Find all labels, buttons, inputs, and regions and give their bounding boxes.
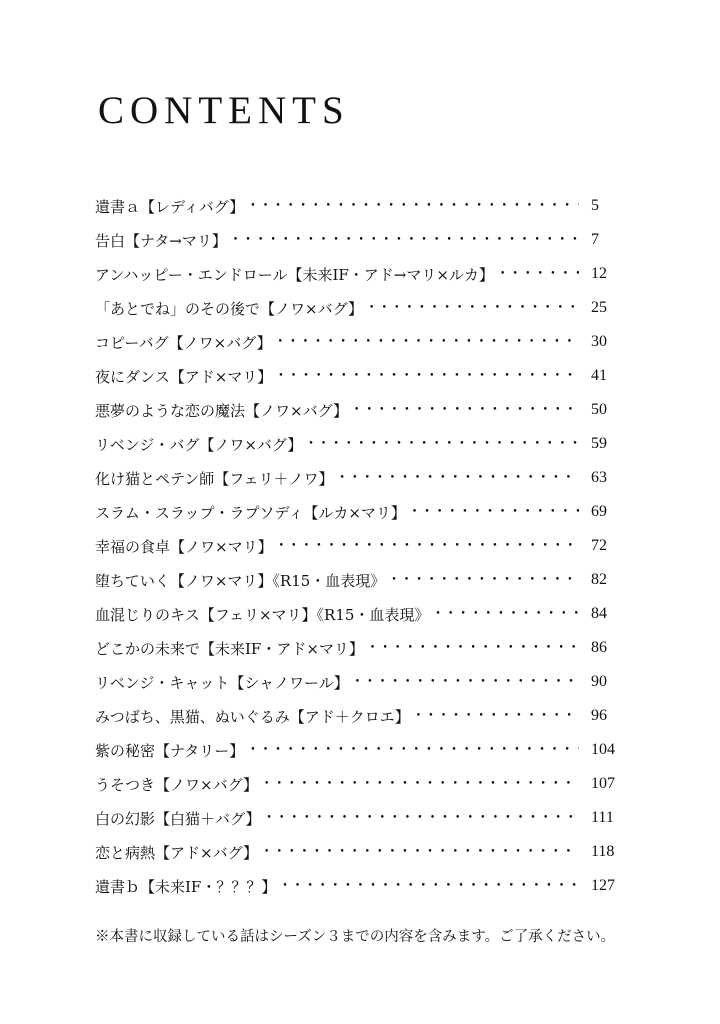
toc-entry-title: スラム・スラップ・ラプソディ【ルカ×マリ】 bbox=[95, 503, 406, 522]
toc-page-number: 90 bbox=[591, 673, 607, 690]
toc-page-number: 63 bbox=[591, 469, 607, 486]
toc-leader-dots bbox=[233, 230, 579, 250]
toc-leader-dots bbox=[435, 604, 579, 624]
toc-leader-dots bbox=[278, 332, 579, 352]
toc-leader-dots bbox=[416, 706, 579, 726]
table-of-contents bbox=[95, 189, 625, 903]
toc-entry-title: 化け猫とペテン師【フェリ＋ノワ】 bbox=[95, 469, 334, 488]
toc-leader-dots bbox=[279, 536, 579, 556]
toc-entry-title: アンハッピー・エンドロール【未来IF・アド→マリ×ルカ】 bbox=[95, 265, 494, 284]
toc-page-number: 69 bbox=[591, 503, 607, 520]
toc-leader-dots bbox=[308, 434, 579, 454]
toc-page-number: 86 bbox=[591, 639, 607, 656]
toc-entry bbox=[95, 189, 625, 223]
toc-entry-title: うそつき【ノワ×バグ】 bbox=[95, 775, 259, 794]
toc-leader-dots bbox=[355, 672, 579, 692]
toc-page-number: 5 bbox=[591, 197, 599, 214]
toc-entry bbox=[95, 393, 625, 427]
toc-leader-dots bbox=[266, 808, 579, 828]
toc-leader-dots bbox=[278, 366, 579, 386]
toc-leader-dots bbox=[391, 570, 579, 590]
toc-entry bbox=[95, 869, 625, 903]
toc-page-number: 84 bbox=[591, 605, 607, 622]
toc-page-number: 41 bbox=[591, 367, 607, 384]
toc-entry bbox=[95, 563, 625, 597]
toc-entry-title: 白の幻影【白猫＋バグ】 bbox=[95, 809, 261, 828]
toc-leader-dots bbox=[250, 196, 579, 216]
toc-entry bbox=[95, 835, 625, 869]
toc-leader-dots bbox=[412, 502, 579, 522]
toc-page-number: 59 bbox=[591, 435, 607, 452]
toc-leader-dots bbox=[354, 400, 579, 420]
toc-leader-dots bbox=[264, 774, 579, 794]
toc-entry bbox=[95, 801, 625, 835]
toc-leader-dots bbox=[370, 638, 579, 658]
toc-entry-title: 夜にダンス【アド×マリ】 bbox=[95, 367, 273, 386]
toc-entry bbox=[95, 597, 625, 631]
toc-page-number: 12 bbox=[591, 265, 607, 282]
toc-entry bbox=[95, 767, 625, 801]
toc-entry-title: どこかの未来で【未来IF・アド×マリ】 bbox=[95, 639, 364, 658]
toc-entry bbox=[95, 325, 625, 359]
toc-page-number: 111 bbox=[591, 809, 614, 826]
toc-entry-title: 「あとでね」のその後で【ノワ×バグ】 bbox=[95, 299, 364, 318]
toc-entry bbox=[95, 631, 625, 665]
toc-leader-dots bbox=[500, 264, 579, 284]
toc-page-number: 127 bbox=[591, 877, 615, 894]
toc-entry-title: 告白【ナタ→マリ】 bbox=[95, 231, 227, 250]
toc-leader-dots bbox=[250, 740, 579, 760]
toc-page-number: 7 bbox=[591, 231, 599, 248]
toc-page-number: 104 bbox=[591, 741, 615, 758]
toc-leader-dots bbox=[369, 298, 579, 318]
toc-entry-title: リベンジ・キャット【シャノワール】 bbox=[95, 673, 349, 692]
toc-entry bbox=[95, 461, 625, 495]
toc-page-number: 50 bbox=[591, 401, 607, 418]
toc-entry-title: 血混じりのキス【フェリ×マリ】《R15・血表現》 bbox=[95, 605, 430, 624]
toc-leader-dots bbox=[340, 468, 579, 488]
toc-entry-title: 遺書ａ【レディバグ】 bbox=[95, 197, 245, 216]
toc-entry bbox=[95, 257, 625, 291]
toc-page-number: 30 bbox=[591, 333, 607, 350]
toc-entry-title: 幸福の食卓【ノワ×マリ】 bbox=[95, 537, 273, 556]
toc-entry bbox=[95, 529, 625, 563]
toc-entry-title: 遺書ｂ【未来IF・？？？】 bbox=[95, 877, 277, 896]
toc-entry-title: 悪夢のような恋の魔法【ノワ×バグ】 bbox=[95, 401, 349, 420]
toc-page-number: 25 bbox=[591, 299, 607, 316]
toc-page-number: 72 bbox=[591, 537, 607, 554]
toc-entry bbox=[95, 359, 625, 393]
toc-entry bbox=[95, 291, 625, 325]
toc-page-number: 107 bbox=[591, 775, 615, 792]
toc-entry bbox=[95, 223, 625, 257]
toc-page-number: 96 bbox=[591, 707, 607, 724]
toc-entry-title: 恋と病熱【アド×バグ】 bbox=[95, 843, 259, 862]
content-notice: ※本書に収録している話はシーズン３までの内容を含みます。ご了承ください。 bbox=[95, 929, 616, 945]
toc-entry-title: みつばち、黒猫、ぬいぐるみ【アド＋クロエ】 bbox=[95, 707, 410, 726]
page-title: CONTENTS bbox=[98, 89, 350, 132]
toc-leader-dots bbox=[282, 876, 579, 896]
toc-entry bbox=[95, 699, 625, 733]
toc-page-number: 118 bbox=[591, 843, 615, 860]
toc-entry bbox=[95, 733, 625, 767]
toc-entry-title: 紫の秘密【ナタリー】 bbox=[95, 741, 245, 760]
toc-entry bbox=[95, 427, 625, 461]
toc-leader-dots bbox=[264, 842, 579, 862]
toc-entry-title: コピーバグ【ノワ×バグ】 bbox=[95, 333, 272, 352]
toc-entry-title: 堕ちていく【ノワ×マリ】《R15・血表現》 bbox=[95, 571, 386, 590]
toc-entry bbox=[95, 495, 625, 529]
toc-entry bbox=[95, 665, 625, 699]
toc-entry-title: リベンジ・バグ【ノワ×バグ】 bbox=[95, 435, 303, 454]
toc-page-number: 82 bbox=[591, 571, 607, 588]
